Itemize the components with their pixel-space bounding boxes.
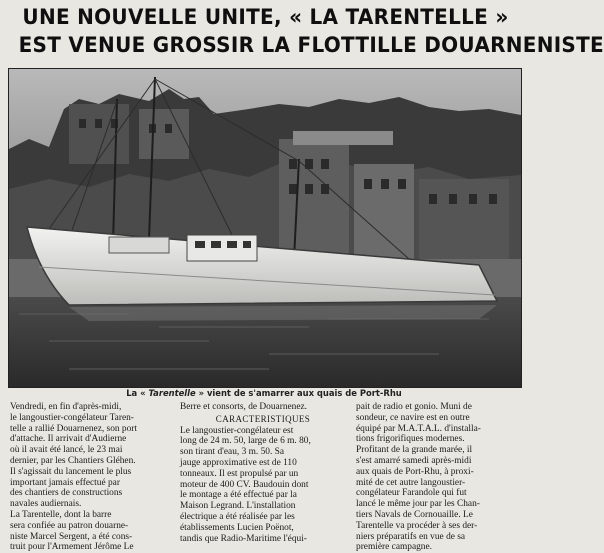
article-text-line: électrique a été réalisée par les: [180, 511, 295, 522]
article-text-line: son tirant d'eau, 3 m. 50. Sa: [180, 447, 285, 458]
article-text-line: Profitant de la grande marée, il: [356, 445, 473, 456]
article-text-line: important jamais effectué par: [10, 477, 120, 488]
article-text-line: Berre et consorts, de Douarnenez.: [180, 402, 308, 412]
article-text-line: tandis que Radio-Maritime l'équi-: [180, 533, 307, 544]
article-text-line: tions frigorifiques modernes.: [356, 434, 465, 445]
article-text-line: pait de radio et gonio. Muni de: [356, 402, 472, 412]
article-text-line: jauge approximative est de 110: [180, 457, 297, 468]
article-text-line: établissements Lucien Poënot,: [180, 522, 294, 533]
article-text-line: Vendredi, en fin d'après-midi,: [10, 402, 122, 412]
article-text-line: le langoustier-congélateur Taren-: [10, 412, 134, 423]
caption-suffix: » vient de s'amarrer aux quais de Port-Rhu: [195, 388, 402, 398]
article-text-line: long de 24 m. 50, large de 6 m. 80,: [180, 436, 311, 447]
article-text-line: dernier, par les Chantiers Gléhen.: [10, 455, 136, 466]
article-photo: [8, 68, 522, 388]
article-text-line: Il s'agissait du lancement le plus: [10, 466, 132, 477]
article-text-line: truit pour l'Armement Jérôme Le: [10, 542, 134, 553]
article-text-line: Tarentelle va procéder à ses der-: [356, 520, 478, 531]
section-subheading: CARACTERISTIQUES: [215, 413, 311, 424]
caption-prefix: La «: [126, 388, 149, 398]
article-column-1: [10, 402, 170, 553]
article-text-line: La Tarentelle, dont la barre: [10, 509, 112, 520]
article-column-3: [356, 402, 522, 553]
trawler-in-harbour-image: [9, 69, 521, 387]
article-text-line: le montage a été effectué par la: [180, 490, 297, 501]
article-text-line: première campagne.: [356, 542, 432, 553]
article-text-line: telle a rallié Douarnenez, son port: [10, 423, 138, 434]
article-text-line: Le langoustier-congélateur est: [180, 425, 294, 436]
article-text-line: lancé le même jour par les Chan-: [356, 499, 480, 510]
headline-line-1: UNE NOUVELLE UNITE, « LA TARENTELLE »: [22, 5, 509, 30]
article-text-line: s'est amarré samedi après-midi: [356, 455, 472, 466]
article-text-line: mité de cet autre langoustier-: [356, 477, 466, 488]
photo-caption: [8, 388, 520, 398]
article-text-line: d'attache. Il arrivait d'Audierne: [10, 434, 127, 445]
article-text-line: moteur de 400 CV. Baudouin dont: [180, 479, 309, 490]
article-text-line: congélateur Farandole qui fut: [356, 488, 467, 499]
article-text-line: sera confiée au patron douarne-: [10, 520, 129, 531]
article-body: [10, 402, 522, 553]
caption-ship-name: Tarentelle: [148, 388, 196, 398]
article-text-line: équipé par M.A.T.A.L. d'installa-: [356, 423, 481, 434]
article-text-line: aux quais de Port-Rhu, à proxi-: [356, 466, 474, 477]
article-text-line: navales audiernais.: [10, 499, 82, 510]
article-text-line: des chantiers de constructions: [10, 488, 123, 499]
article-text-line: où il avait été lancé, le 23 mai: [10, 445, 123, 456]
article-text-line: tiers Navals de Cornouaille. Le: [356, 509, 473, 520]
article-text-line: Maison Legrand. L'installation: [180, 501, 296, 512]
headline-line-2: EST VENUE GROSSIR LA FLOTTILLE DOUARNENISTE: [18, 33, 604, 58]
article-text-line: niste Marcel Sergent, a été cons-: [10, 531, 133, 542]
article-column-2: [180, 402, 346, 544]
article-text-line: tonneaux. Il est propulsé par un: [180, 468, 299, 479]
article-headline: [18, 4, 604, 60]
article-text-line: niers préparatifs en vue de sa: [356, 531, 466, 542]
article-text-line: sondeur, ce navire est en outre: [356, 412, 470, 423]
